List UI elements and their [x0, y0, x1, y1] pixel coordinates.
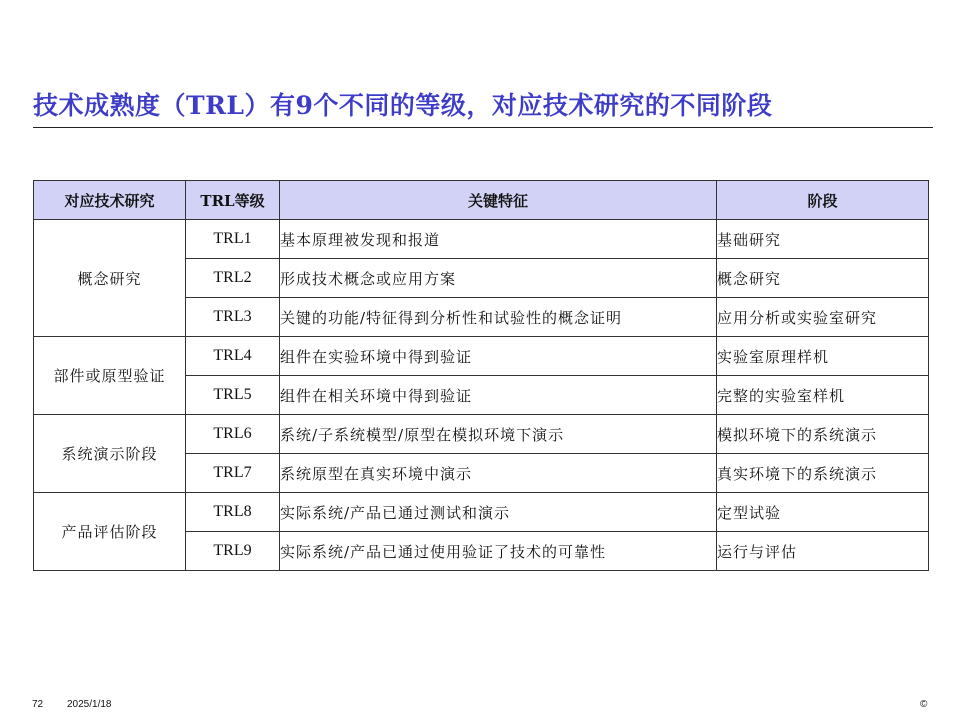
table-row [34, 220, 929, 259]
trl-level-cell: TRL9 [186, 532, 280, 571]
feature-cell: 形成技术概念或应用方案 [280, 259, 717, 298]
trl-table [33, 180, 929, 571]
trl-level-cell: TRL3 [186, 298, 280, 337]
page-number: 72 [32, 699, 44, 710]
stage-cell: 运行与评估 [717, 532, 929, 571]
stage-cell: 完整的实验室样机 [717, 376, 929, 415]
stage-cell: 真实环境下的系统演示 [717, 454, 929, 493]
feature-cell: 系统原型在真实环境中演示 [280, 454, 717, 493]
stage-cell: 基础研究 [717, 220, 929, 259]
copyright-symbol: © [920, 699, 928, 710]
trl-level-cell: TRL2 [186, 259, 280, 298]
footer-date: 2025/1/18 [67, 699, 112, 710]
table-row [34, 337, 929, 376]
stage-cell: 实验室原理样机 [717, 337, 929, 376]
feature-cell: 基本原理被发现和报道 [280, 220, 717, 259]
header-trl-level: TRL等级 [186, 181, 280, 220]
stage-cell: 概念研究 [717, 259, 929, 298]
trl-level-cell: TRL5 [186, 376, 280, 415]
feature-cell: 组件在相关环境中得到验证 [280, 376, 717, 415]
trl-level-cell: TRL8 [186, 493, 280, 532]
header-stage: 阶段 [717, 181, 929, 220]
table-header-row [34, 181, 929, 220]
stage-cell: 应用分析或实验室研究 [717, 298, 929, 337]
header-research: 对应技术研究 [34, 181, 186, 220]
slide-title: 技术成熟度（TRL）有9个不同的等级，对应技术研究的不同阶段 [33, 91, 773, 120]
category-cell: 概念研究 [34, 220, 186, 337]
category-cell: 系统演示阶段 [34, 415, 186, 493]
category-cell: 部件或原型验证 [34, 337, 186, 415]
feature-cell: 组件在实验环境中得到验证 [280, 337, 717, 376]
feature-cell: 实际系统/产品已通过使用验证了技术的可靠性 [280, 532, 717, 571]
trl-level-cell: TRL7 [186, 454, 280, 493]
table-row [34, 415, 929, 454]
feature-cell: 实际系统/产品已通过测试和演示 [280, 493, 717, 532]
table-row [34, 493, 929, 532]
trl-level-cell: TRL4 [186, 337, 280, 376]
category-cell: 产品评估阶段 [34, 493, 186, 571]
trl-level-cell: TRL6 [186, 415, 280, 454]
feature-cell: 关键的功能/特征得到分析性和试验性的概念证明 [280, 298, 717, 337]
trl-level-cell: TRL1 [186, 220, 280, 259]
stage-cell: 定型试验 [717, 493, 929, 532]
stage-cell: 模拟环境下的系统演示 [717, 415, 929, 454]
title-divider [33, 127, 933, 128]
feature-cell: 系统/子系统模型/原型在模拟环境下演示 [280, 415, 717, 454]
header-key-features: 关键特征 [280, 181, 717, 220]
